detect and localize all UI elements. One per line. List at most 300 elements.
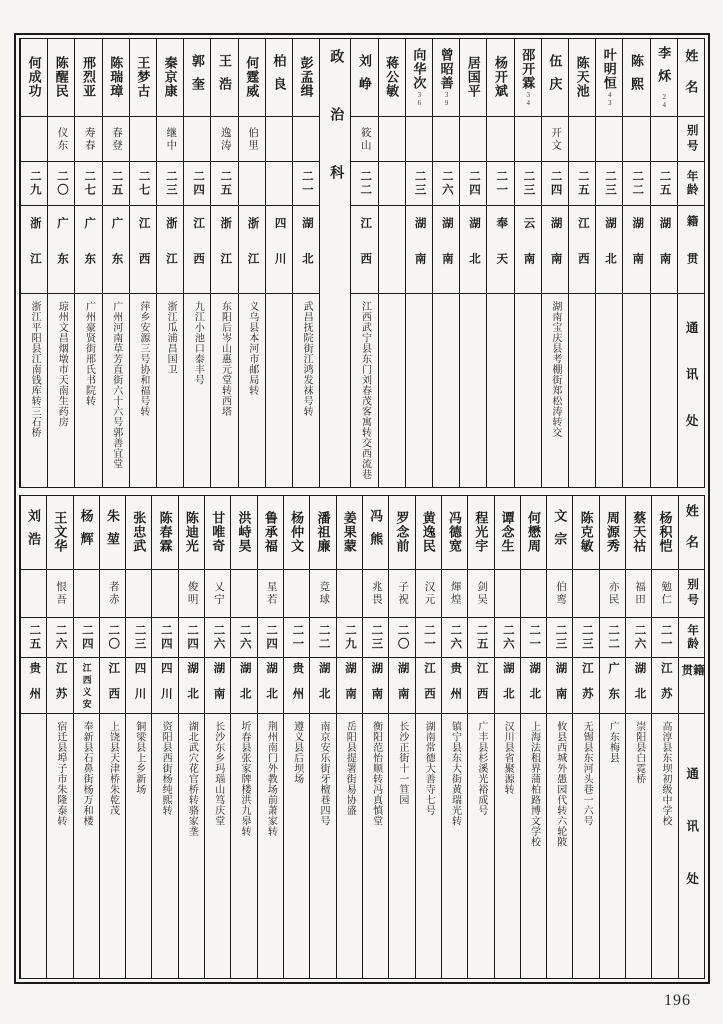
entry-age: 二四 — [258, 618, 283, 658]
entry-name: 王梦古 — [135, 56, 151, 98]
entry-footnote-mark: 34 — [524, 91, 533, 107]
entry-age: 二六 — [205, 618, 230, 658]
entry-alias — [569, 117, 595, 162]
entry-name-cell — [596, 39, 622, 117]
entry-name: 陈天池 — [574, 56, 590, 98]
entry-name: 谭念生 — [499, 511, 515, 553]
entry-name: 冯德宽 — [447, 511, 463, 553]
entry-name: 冯熊 — [368, 509, 384, 555]
entry-age: 二四 — [460, 162, 486, 206]
entry-origin: 江西义安 — [74, 658, 99, 714]
entry-alias: 仪东 — [48, 117, 74, 162]
entry-name: 陈瑞璋 — [108, 56, 124, 98]
entry-name-cell — [515, 39, 541, 117]
roster-entry-column — [265, 39, 292, 487]
entry-age — [379, 162, 405, 206]
entry-name: 陈醒民 — [53, 56, 69, 98]
entry-alias: 伯鸾 — [547, 570, 572, 618]
entry-age: 二四 — [179, 618, 204, 658]
entry-address: 九江小池口泰丰号 — [192, 301, 204, 385]
roster-entry-column — [405, 39, 432, 487]
entry-age: 二六 — [433, 162, 459, 206]
entry-origin: 湖南 — [433, 206, 459, 294]
entry-name: 王浩 — [217, 54, 233, 100]
entry-name-cell — [47, 496, 72, 570]
entry-origin: 广东 — [75, 206, 101, 294]
roster-entry-column — [230, 496, 256, 978]
entry-name: 潘祖廉 — [315, 511, 331, 553]
entry-age: 二四 — [184, 162, 210, 206]
entry-address: 铜梁县上乡新场 — [133, 721, 145, 795]
entry-alias — [284, 570, 309, 618]
roster-entry-column — [494, 496, 520, 978]
entry-name-cell — [152, 496, 177, 570]
entry-name-cell — [266, 39, 292, 117]
entry-address: 上海法租界蒲柏路博文学校 — [528, 721, 540, 847]
roster-entry-column — [20, 39, 47, 487]
entry-alias: 恨吾 — [47, 570, 72, 618]
entry-name: 居国平 — [465, 56, 481, 98]
entry-name: 伍庆 — [547, 54, 563, 100]
entry-alias: 逸涛 — [211, 117, 237, 162]
entry-age: 二三 — [596, 162, 622, 206]
entry-name: 杨开斌 — [492, 56, 508, 98]
entry-address — [596, 294, 622, 487]
roster-entry-column — [73, 496, 99, 978]
entry-age: 二六 — [495, 618, 520, 658]
entry-name: 邢烈亚 — [81, 56, 96, 98]
entry-alias — [521, 570, 546, 618]
roster-entry-column — [210, 39, 237, 487]
entry-address: 浙江平阳县江南钱库转三石桥 — [29, 301, 41, 438]
entry-origin: 贵州 — [442, 658, 467, 714]
entry-address — [487, 294, 513, 487]
roster-entry-column — [74, 39, 101, 487]
entry-alias: 竞球 — [310, 570, 335, 618]
entry-name: 蒋公敏 — [384, 56, 400, 98]
entry-name-cell — [21, 496, 46, 570]
header-age: 年龄 — [679, 618, 704, 658]
entry-age: 二五 — [211, 162, 237, 206]
entry-origin: 湖南 — [547, 658, 572, 714]
entry-address — [21, 714, 46, 978]
entry-age: 二三 — [126, 618, 151, 658]
entry-alias: 子祝 — [389, 570, 414, 618]
roster-entry-column — [183, 39, 210, 487]
header-alias: 别号 — [678, 117, 704, 162]
page-number: 196 — [664, 992, 691, 1009]
roster-entry-column — [350, 39, 377, 487]
entry-alias: 春登 — [103, 117, 129, 162]
entry-origin: 湖北 — [179, 658, 204, 714]
entry-name: 鲁承福 — [262, 511, 278, 553]
header-alias: 别号 — [679, 570, 704, 618]
roster-entry-column — [309, 496, 335, 978]
entry-alias: 剑吴 — [468, 570, 493, 618]
roster-entry-column — [378, 39, 405, 487]
entry-origin: 广东 — [48, 206, 74, 294]
roster-entry-column — [432, 39, 459, 487]
entry-name: 何霆威 — [244, 56, 260, 98]
entry-name-cell — [75, 39, 101, 117]
entry-name: 张忠武 — [131, 511, 147, 553]
entry-age: 二五 — [651, 162, 677, 206]
entry-age: 二三 — [547, 618, 572, 658]
entry-name-cell — [573, 496, 598, 570]
entry-age: 二一 — [416, 618, 441, 658]
roster-entry-column — [99, 496, 125, 978]
entry-alias: 者赤 — [100, 570, 125, 618]
entry-origin: 云南 — [515, 206, 541, 294]
entry-name-cell — [337, 496, 362, 570]
roster-entry-column — [129, 39, 156, 487]
entry-alias: 勉仁 — [652, 570, 677, 618]
entry-alias — [596, 117, 622, 162]
entry-age: 二五 — [103, 162, 129, 206]
entry-origin: 浙江 — [21, 206, 47, 294]
entry-address: 无锡县东河头巷一六号 — [581, 721, 593, 826]
entry-address — [651, 294, 677, 487]
entry-alias — [460, 117, 486, 162]
entry-address: 长沙东乡玛瑙山笃庆堂 — [212, 721, 224, 826]
entry-name-cell — [284, 496, 309, 570]
entry-name-cell — [293, 39, 319, 117]
page-frame — [14, 33, 710, 984]
entry-address: 崇阳县白霓桥 — [633, 721, 645, 784]
entry-alias — [231, 570, 256, 618]
entry-age: 二四 — [152, 618, 177, 658]
entry-alias — [379, 117, 405, 162]
entry-age: 二五 — [468, 618, 493, 658]
entry-address: 荆州南门外教场前萧家转 — [265, 721, 277, 837]
entry-alias — [337, 570, 362, 618]
roster-entry-column — [459, 39, 486, 487]
entry-address: 镇宁县东大街黄瑞光转 — [449, 721, 461, 826]
roster-entry-column — [651, 496, 677, 978]
entry-address: 上饶县天津桥朱乾茂 — [107, 721, 119, 816]
entry-age: 二〇 — [100, 618, 125, 658]
roster-entry-column — [204, 496, 230, 978]
entry-address: 武昌抚院街江鸿发袜号转 — [301, 301, 313, 417]
entry-name-cell — [569, 39, 595, 117]
entry-origin: 湖北 — [231, 658, 256, 714]
entry-name: 刘浩 — [26, 509, 42, 555]
entry-address: 高淳县东坝初级中学校 — [660, 721, 672, 826]
entry-address: 长沙正街十一笪园 — [396, 721, 408, 805]
entry-name-cell — [542, 39, 568, 117]
entry-address — [515, 294, 541, 487]
entry-age: 二〇 — [48, 162, 74, 206]
roster-entry-column — [178, 496, 204, 978]
entry-name: 向华次 — [411, 48, 427, 90]
entry-name-cell — [460, 39, 486, 117]
entry-address: 奉新县石鼻街杨万和楼 — [81, 721, 93, 826]
roster-entry-column — [572, 496, 598, 978]
header-name: 姓名 — [679, 496, 704, 570]
entry-name-cell — [258, 496, 283, 570]
entry-name: 文宗 — [552, 509, 568, 555]
entry-alias — [623, 117, 649, 162]
entry-address: 岳阳县提署街易协盛 — [344, 721, 356, 816]
roster-entry-column — [156, 39, 183, 487]
entry-name: 刘峥 — [356, 54, 372, 100]
entry-origin: 江西 — [351, 206, 377, 294]
entry-address: 广州豪贤街邢氏书院转 — [83, 301, 95, 406]
entry-age: 二四 — [542, 162, 568, 206]
entry-name-cell — [363, 496, 388, 570]
roster-entry-column — [388, 496, 414, 978]
entry-name-cell — [600, 496, 625, 570]
roster-entry-column — [46, 496, 72, 978]
entry-name-cell — [623, 39, 649, 117]
political-section-column — [319, 39, 350, 487]
entry-name-cell — [179, 496, 204, 570]
roster-entry-column — [102, 39, 129, 487]
entry-footnote-mark: 43 — [605, 91, 614, 107]
entry-alias — [184, 117, 210, 162]
roster-entry-column — [541, 39, 568, 487]
entry-age — [239, 162, 265, 206]
entry-origin: 广东 — [600, 658, 625, 714]
entry-address: 广东梅县 — [607, 721, 619, 763]
entry-origin: 湖南 — [623, 206, 649, 294]
entry-name-cell — [389, 496, 414, 570]
entry-origin: 奉天 — [487, 206, 513, 294]
entry-origin: 湖北 — [495, 658, 520, 714]
entry-address: 圻春县张家牌楼洪九皋转 — [239, 721, 251, 837]
entry-age: 二六 — [626, 618, 651, 658]
entry-name-cell — [211, 39, 237, 117]
entry-origin: 湖北 — [258, 658, 283, 714]
roster-entry-column — [238, 39, 265, 487]
entry-age: 二七 — [130, 162, 156, 206]
header-address: 通讯处 — [684, 767, 699, 925]
entry-alias: 汉元 — [416, 570, 441, 618]
entry-address — [460, 294, 486, 487]
entry-alias: 伯里 — [239, 117, 265, 162]
entry-alias — [293, 117, 319, 162]
entry-origin: 浙江 — [239, 206, 265, 294]
entry-name-cell — [21, 39, 47, 117]
entry-age: 二九 — [21, 162, 47, 206]
entry-age — [266, 162, 292, 206]
entry-name-cell — [379, 39, 405, 117]
entry-name: 邵开霖 — [520, 48, 536, 90]
roster-entry-column — [151, 496, 177, 978]
header-address: 通讯处 — [684, 320, 699, 461]
roster-entry-column — [283, 496, 309, 978]
roster-table-bottom — [19, 495, 705, 979]
entry-alias — [573, 570, 598, 618]
entry-name-cell — [239, 39, 265, 117]
entry-alias: 亦民 — [600, 570, 625, 618]
entry-name: 叶明恒 — [601, 48, 617, 90]
entry-name: 朱堃 — [104, 509, 120, 555]
entry-origin: 浙江 — [157, 206, 183, 294]
entry-alias: 筱山 — [351, 117, 377, 162]
entry-name: 陈克敏 — [578, 511, 594, 553]
entry-name-cell — [184, 39, 210, 117]
entry-age: 二二 — [600, 618, 625, 658]
entry-name: 王文华 — [52, 511, 68, 553]
entry-age: 二三 — [157, 162, 183, 206]
entry-name-cell — [652, 496, 677, 570]
entry-footnote-mark: 36 — [415, 91, 424, 107]
entry-address: 攸县西城外愚园代转六轮陂 — [554, 721, 566, 847]
entry-address: 遵义县后坝场 — [291, 721, 303, 784]
entry-origin: 湖北 — [521, 658, 546, 714]
entry-age: 二三 — [363, 618, 388, 658]
entry-age: 二一 — [293, 162, 319, 206]
entry-origin: 江西 — [416, 658, 441, 714]
entry-origin: 江苏 — [47, 658, 72, 714]
entry-address: 东阳后岑山惠元堂转西塔 — [219, 301, 231, 417]
entry-address — [406, 294, 432, 487]
roster-entry-column — [257, 496, 283, 978]
entry-footnote-mark: 24 — [660, 93, 669, 109]
entry-alias: 福田 — [626, 570, 651, 618]
entry-age: 二五 — [569, 162, 595, 206]
entry-address: 汉川县省聚源转 — [502, 721, 514, 795]
entry-name-cell — [626, 496, 651, 570]
entry-name-cell — [126, 496, 151, 570]
entry-address: 资阳县西街杨纯熙转 — [160, 721, 172, 816]
entry-origin: 浙江 — [211, 206, 237, 294]
entry-address: 南京安乐街牙檀巷四号 — [317, 721, 329, 826]
entry-origin: 江西 — [468, 658, 493, 714]
entry-name: 杨辉 — [78, 509, 94, 555]
entry-origin: 湖北 — [310, 658, 335, 714]
entry-alias: 星若 — [258, 570, 283, 618]
entry-name: 何成功 — [26, 56, 42, 98]
entry-name: 杨积恺 — [657, 511, 673, 553]
entry-alias — [21, 570, 46, 618]
entry-origin: 四川 — [126, 658, 151, 714]
table-header-column — [677, 39, 704, 487]
entry-origin: 江西 — [130, 206, 156, 294]
entry-origin: 广东 — [103, 206, 129, 294]
entry-name-cell — [351, 39, 377, 117]
entry-name-cell — [103, 39, 129, 117]
entry-address — [623, 294, 649, 487]
entry-age: 二六 — [231, 618, 256, 658]
entry-age: 二三 — [573, 618, 598, 658]
entry-age: 二二 — [623, 162, 649, 206]
roster-table-top — [19, 38, 705, 488]
roster-entry-column — [125, 496, 151, 978]
entry-name: 柏良 — [271, 54, 287, 100]
entry-name: 秦京康 — [162, 56, 178, 98]
entry-alias — [406, 117, 432, 162]
entry-name: 洪峙昊 — [236, 511, 252, 553]
entry-name-cell — [406, 39, 432, 117]
entry-origin: 江苏 — [652, 658, 677, 714]
entry-name-cell — [48, 39, 74, 117]
entry-name: 李秌 — [656, 46, 672, 92]
entry-address: 义乌县本河市邮局转 — [246, 301, 258, 396]
header-name: 姓名 — [678, 39, 704, 117]
entry-origin: 湖南 — [542, 206, 568, 294]
entry-alias — [487, 117, 513, 162]
entry-age: 二二 — [310, 618, 335, 658]
entry-age: 二二 — [351, 162, 377, 206]
roster-entry-column — [415, 496, 441, 978]
entry-origin: 湖北 — [460, 206, 486, 294]
entry-origin: 湖南 — [389, 658, 414, 714]
entry-name-cell — [547, 496, 572, 570]
roster-entry-column — [520, 496, 546, 978]
entry-alias: 继中 — [157, 117, 183, 162]
roster-entry-column — [595, 39, 622, 487]
entry-name-cell — [442, 496, 467, 570]
entry-origin — [379, 206, 405, 294]
roster-entry-column — [568, 39, 595, 487]
entry-age: 二三 — [515, 162, 541, 206]
entry-address — [433, 294, 459, 487]
entry-age: 二九 — [337, 618, 362, 658]
entry-name-cell — [521, 496, 546, 570]
entry-origin: 湖北 — [293, 206, 319, 294]
entry-name: 杨仲文 — [289, 511, 305, 553]
entry-address — [266, 294, 292, 487]
roster-entry-column — [625, 496, 651, 978]
entry-alias — [21, 117, 47, 162]
entry-name-cell — [651, 39, 677, 117]
entry-age: 二一 — [487, 162, 513, 206]
roster-entry-column — [441, 496, 467, 978]
entry-alias: 乂宁 — [205, 570, 230, 618]
entry-name: 罗念前 — [394, 511, 410, 553]
entry-age: 二六 — [47, 618, 72, 658]
entry-address — [379, 294, 405, 487]
roster-entry-column — [336, 496, 362, 978]
entry-alias: 兆畏 — [363, 570, 388, 618]
entry-alias — [130, 117, 156, 162]
entry-alias — [126, 570, 151, 618]
entry-name-cell — [495, 496, 520, 570]
entry-origin: 江西 — [184, 206, 210, 294]
entry-age: 二一 — [652, 618, 677, 658]
entry-alias — [433, 117, 459, 162]
entry-name: 陈春霖 — [157, 511, 173, 553]
entry-name-cell — [468, 496, 493, 570]
entry-name-cell — [433, 39, 459, 117]
roster-entry-column — [486, 39, 513, 487]
entry-name-cell — [130, 39, 156, 117]
entry-age: 二四 — [74, 618, 99, 658]
entry-origin: 四川 — [152, 658, 177, 714]
header-origin: 籍贯 — [679, 658, 704, 714]
entry-footnote-mark: 39 — [442, 91, 451, 107]
roster-entry-column — [650, 39, 677, 487]
roster-entry-column — [546, 496, 572, 978]
roster-entry-column — [514, 39, 541, 487]
table-header-column — [678, 496, 704, 978]
entry-address: 湖北武穴花官桥转骆家垄 — [186, 721, 198, 837]
entry-age: 二六 — [442, 618, 467, 658]
entry-name: 甘唯奇 — [210, 511, 226, 553]
entry-origin: 湖北 — [596, 206, 622, 294]
roster-entry-column — [622, 39, 649, 487]
entry-name: 何懋周 — [525, 511, 541, 553]
entry-origin: 湖南 — [363, 658, 388, 714]
entry-name-cell — [205, 496, 230, 570]
entry-alias: 俊明 — [179, 570, 204, 618]
roster-entry-column — [362, 496, 388, 978]
roster-entry-column — [599, 496, 625, 978]
entry-age: 二一 — [284, 618, 309, 658]
entry-address: 浙江瓜浦昌国卫 — [165, 301, 177, 375]
